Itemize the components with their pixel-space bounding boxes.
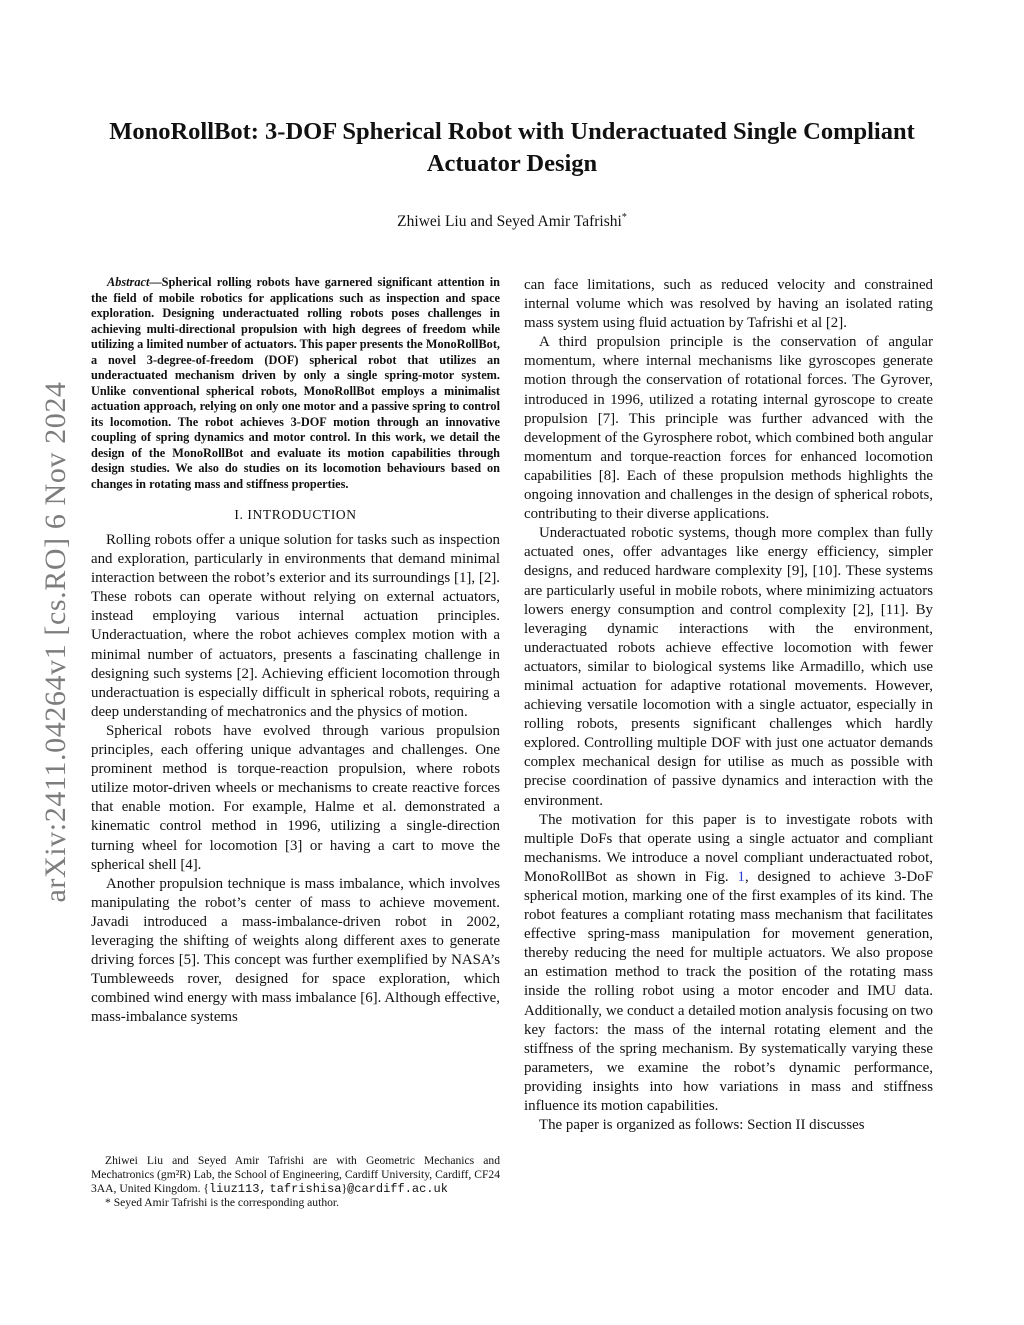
email-user-1: liuz113, [208, 1182, 267, 1196]
left-column [91, 275, 500, 1027]
author-list [100, 208, 924, 232]
corresponding-author-mark: * [621, 212, 627, 223]
arxiv-sidebar-stamp: arXiv:2411.04264v1 [cs.RO] 6 Nov 2024 [39, 381, 72, 903]
abstract-text: Spherical rolling robots have garnered significant attention in the field of mobile robotics for applications such as inspection and space exploration. Designing underactuated rolling robots poses challenges in achieving multi-directional propulsion with high degrees of freedom while utilizing a limited number of actuators. This paper presents the MonoRollBot, a novel 3-degree-of-freedom (DOF) spherical robot that utilizes an underactuated mechanism driven by only a single spring-motor system. Unlike conventional spherical robots, MonoRollBot employs a minimalist actuation approach, relying on only one motor and a passive spring to control its locomotion. The robot achieves 3-DOF motion through an innovative coupling of spring dynamics and motor control. In this work, we detail the design of the MonoRollBot and evaluate its motion capabilities through design studies. We also do studies on its locomotion behaviours based on changes in rotating mass and stiffness properties. [91, 275, 500, 491]
right-column [524, 276, 933, 1135]
section-heading-introduction: I. INTRODUCTION [234, 507, 357, 522]
email-user-2: tafrishisa [269, 1182, 342, 1196]
corresponding-author-footnote: * Seyed Amir Tafrishi is the corresponding author. [105, 1196, 340, 1209]
figure-1-link[interactable]: 1 [737, 868, 745, 885]
paper-title: MonoRollBot: 3-DOF Spherical Robot with Underactuated Single Compliant Actuator Design [109, 118, 915, 177]
email-brace-open: { [203, 1182, 209, 1195]
underactuated-paragraph: Underactuated robotic systems, though more complex than fully actuated ones, offer advantages like energy efficiency, simpler designs, and reduced hardware complexity [9], [10]. These systems are particularly useful in mobile robots, where minimizing actuators lowers energy consumption and control complexity [2], [11]. By leveraging dynamic interactions with the environment, underactuated robots achieve effective locomotion with fewer actuators, similar to biological systems like Armadillo, which use minimal actuation for adaptive rotational movements. However, achieving versatile locomotion with a single actuator, especially in rolling robots, presents significant challenges which hardly explored. Controlling multiple DOF with just one actuator demands complex mechanical design for utilise as much as possible with precise coordination of passive dynamics and interaction with the environment. [524, 525, 933, 809]
footnotes [91, 1154, 500, 1210]
affiliation-text: Zhiwei Liu and Seyed Amir Tafrishi are with Geometric Mechanics and Mechatronics (gm²R) Lab, the School of Engineering, Cardiff University, Cardiff, CF24 3AA, United Kingdom. [91, 1154, 500, 1195]
intro-paragraph-3: Another propulsion technique is mass imbalance, which involves manipulating the robot’s center of mass to achieve movement. Javadi introduced a mass-imbalance-driven robot in 2002, leveraging the shifting of weights along different axes to generate driving forces [5]. This concept was further exemplified by NASA’s Tumbleweeds rover, designed for space exploration, which combined wind energy with mass imbalance [6]. Although effective, mass-imbalance systems [91, 875, 500, 1026]
continued-paragraph: can face limitations, such as reduced velocity and constrained internal volume which was resolved by having an isolated rating mass system using fluid actuation by Tafrishi et al [2]. [524, 277, 933, 332]
intro-paragraph-2: Spherical robots have evolved through various propulsion principles, each offering unique advantages and challenges. One prominent method is torque-reaction propulsion, where robots utilize motor-driven wheels or mechanisms to create reactive forces that enable motion. For example, Halme et al. demonstrated a kinematic control method in 1996, utilizing a single-direction turning wheel for locomotion [3] or having a cart to move the spherical shell [4]. [91, 722, 500, 873]
motivation-text-start: The motivation for this paper is to investigate robots with multiple DoFs that operate using a single actuator and compliant mechanisms. We introduce a novel compliant underactuated robot, MonoRollBot as shown in Fig. [524, 811, 933, 885]
abstract [91, 275, 500, 492]
email-brace-close: } [341, 1182, 348, 1195]
motivation-text-end: , designed to achieve 3-DoF spherical motion, marking one of the first examples of its kind. The robot features a compliant rotating mass mechanism that facilitates effective spring-mass manipulation for movement generation, thereby reducing the need for multiple actuators. We also propose an estimation method to track the position of the rotating mass inside the rolling robot using a motor encoder and IMU data. Additionally, we conduct a detailed motion analysis focusing on two key factors: the mass of the internal rotating element and the stiffness of the spring mechanism. By systematically varying these parameters, we examine the robot’s dynamic performance, providing insights into how variations in mass and stiffness influence its motion capabilities. [524, 868, 934, 1115]
abstract-dash: — [149, 275, 162, 289]
email-domain: @cardiff.ac.uk [347, 1182, 448, 1196]
intro-paragraph-1: Rolling robots offer a unique solution for tasks such as inspection and exploration, particularly in environments that demand minimal interaction between the robot’s exterior and its surroundings [1], [2]. These robots can operate without relying on external actuators, instead employing various internal actuation principles. Underactuation, where the robot achieves complex motion with a minimal number of actuators, presents a fascinating challenge in designing such systems [2]. Achieving efficient locomotion through underactuation is especially difficult in spherical robots, requiring a deep understanding of mechatronics and the physics of motion. [91, 532, 500, 720]
author-names: Zhiwei Liu and Seyed Amir Tafrishi [397, 213, 622, 231]
angular-momentum-paragraph: A third propulsion principle is the conservation of angular momentum, where internal mechanisms like gyroscopes generate motion through the conservation of rotational forces. The Gyrover, introduced in 1996, utilized a rotating internal gyroscope to create propulsion [7]. This principle was further advanced with the development of the Gyrosphere robot, which combined both angular momentum and torque-reaction forces for enhanced locomotion capabilities [8]. Each of these propulsion methods highlights the ongoing innovation and challenges in the design of spherical robots, contributing to their diverse applications. [524, 334, 933, 523]
abstract-label: Abstract [107, 275, 150, 289]
organization-paragraph: The paper is organized as follows: Section II discusses [539, 1117, 865, 1134]
motivation-paragraph [524, 811, 933, 1117]
affiliation-footnote [91, 1154, 500, 1196]
